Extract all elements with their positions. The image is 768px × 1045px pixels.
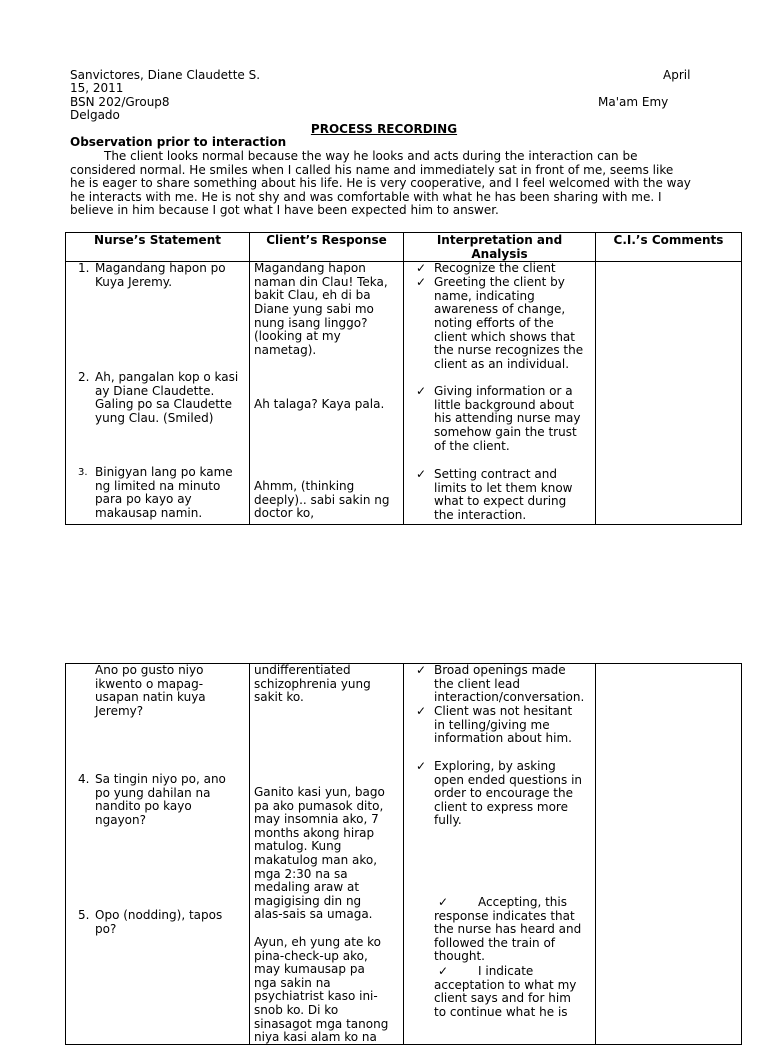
- nurse-statement-cell: [66, 262, 250, 525]
- item-number: 1.: [78, 261, 90, 276]
- instructor-part2: Delgado: [70, 108, 120, 122]
- interpretation-cell: [404, 664, 596, 1045]
- check-icon: ✓: [416, 261, 427, 276]
- instructor-part1: Ma'am Emy: [598, 95, 669, 109]
- ci-comments-cell: [596, 262, 742, 525]
- header-interpretation: Interpretation and Analysis: [404, 233, 596, 262]
- check-icon: ✓: [416, 467, 427, 482]
- client-response-5: Ayun, eh yung ate ko pina-check-up ako, may kumausap pa nga sakin na psychiatrist kaso ini-snob ko. Di ko sinasagot mga tanong niya kasi alam ko na: [254, 935, 389, 1045]
- nurse-statement-4: Sa tingin niyo po, ano po yung dahilan na nandito po kayo ngayon?: [95, 772, 226, 827]
- student-name: Sanvictores, Diane Claudette S.: [70, 68, 261, 82]
- date-part2: 15, 2011: [70, 81, 124, 95]
- interpretation-cont-2: Client was not hesitant in telling/giving me information about him.: [434, 704, 573, 746]
- item-number: 4.: [78, 772, 90, 786]
- client-response-3: Ahmm, (thinking deeply).. sabi sakin ng doctor ko,: [254, 479, 390, 521]
- item-number: 5.: [78, 908, 90, 922]
- interpretation-4: Exploring, by asking open ended questions in order to encourage the client to express more fully.: [434, 759, 583, 828]
- interpretation-1: Recognize the client: [434, 261, 556, 276]
- client-response-cont: undifferentiated schizophrenia yung sakit ko.: [254, 663, 371, 705]
- observation-text: The client looks normal because the way he looks and acts during the interaction can be considered normal. He smiles when I called his name and immediately sat in front of me, seems like he is eager to share something about his life. He is very cooperative, and I feel welcomed with the way he interacts with me. He is not shy and was comfortable with what he has been sharing with me. I believe in him because I got what I have been expected him to answer.: [70, 149, 691, 218]
- nurse-statement-cont: Ano po gusto niyo ikwento o mapag-usapan natin kuya Jeremy?: [95, 663, 206, 718]
- check-icon: ✓: [416, 275, 427, 290]
- interpretation-cell: [404, 262, 596, 525]
- interpretation-6: I indicate acceptation to what my client says and for him to continue what he is: [434, 964, 577, 1019]
- client-response-2: Ah talaga? Kaya pala.: [254, 397, 385, 412]
- item-number: 2.: [78, 370, 90, 385]
- check-icon: ✓: [438, 964, 449, 978]
- nurse-statement-3: Binigyan lang po kame ng limited na minuto para po kayo ay makausap namin.: [95, 465, 233, 520]
- date-part1: April: [663, 68, 691, 82]
- item-number: 3.: [78, 467, 88, 479]
- check-icon: ✓: [416, 663, 427, 677]
- interpretation-cont-1: Broad openings made the client lead interaction/conversation.: [434, 663, 585, 705]
- check-icon: ✓: [416, 384, 427, 399]
- section-group: BSN 202/Group8: [70, 95, 170, 109]
- client-response-cell: [250, 262, 404, 525]
- interpretation-3: Giving information or a little background about his attending nurse may somehow gain the trust of the client.: [434, 384, 581, 453]
- check-icon: ✓: [416, 704, 427, 718]
- nurse-statement-5: Opo (nodding), tapos po?: [95, 908, 223, 936]
- header-client-response: Client’s Response: [250, 233, 404, 262]
- nurse-statement-2: Ah, pangalan kop o kasi ay Diane Claudette. Galing po sa Claudette yung Clau. (Smiled): [95, 370, 239, 425]
- check-icon: ✓: [416, 759, 427, 773]
- client-response-cell: [250, 664, 404, 1045]
- check-icon: ✓: [438, 895, 449, 909]
- document-title: PROCESS RECORDING: [310, 122, 458, 136]
- interpretation-5: Accepting, this response indicates that the nurse has heard and followed the train of thought.: [434, 895, 582, 964]
- process-table-page1: [65, 232, 742, 525]
- interpretation-4: Setting contract and limits to let them know what to expect during the interaction.: [434, 467, 573, 522]
- nurse-statement-cell: [66, 664, 250, 1045]
- client-response-4: Ganito kasi yun, bago pa ako pumasok dito, may insomnia ako, 7 months akong hirap matulog. Kung makatulog man ako, mga 2:30 na sa medaling araw at magigising din ng alas-sais sa umaga.: [254, 785, 385, 922]
- header-nurse-statement: Nurse’s Statement: [66, 233, 250, 262]
- ci-comments-cell: [596, 664, 742, 1045]
- interpretation-2: Greeting the client by name, indicating awareness of change, noting efforts of the client which shows that the nurse recognizes the client as an individual.: [434, 275, 584, 371]
- client-response-1: Magandang hapon naman din Clau! Teka, bakit Clau, eh di ba Diane yung sabi mo nung isang linggo? (looking at my nametag).: [254, 261, 388, 357]
- nurse-statement-1: Magandang hapon po Kuya Jeremy.: [95, 261, 226, 289]
- header-ci-comments: C.I.’s Comments: [596, 233, 742, 262]
- process-table-page2: [65, 663, 742, 1045]
- observation-heading: Observation prior to interaction: [70, 135, 287, 149]
